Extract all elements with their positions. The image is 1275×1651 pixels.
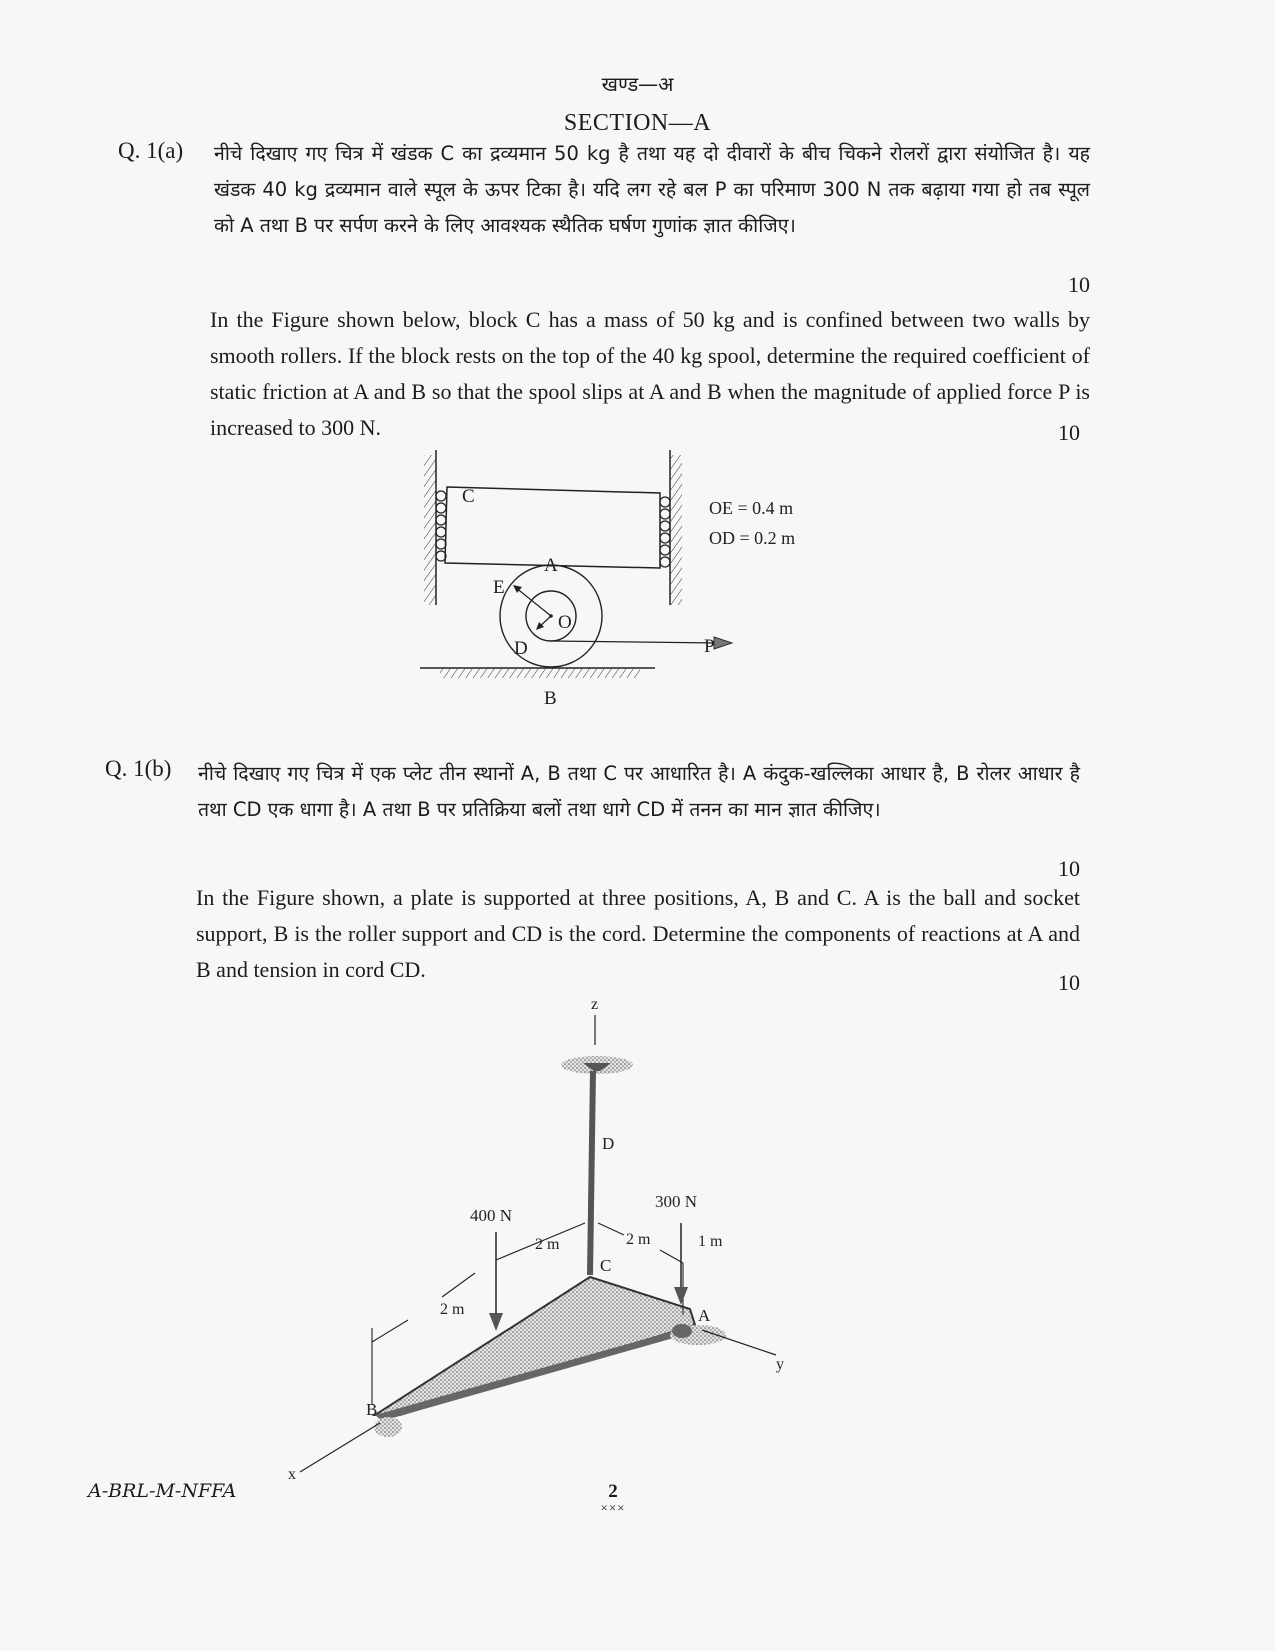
- section-heading-hindi: खण्ड—अ: [601, 72, 674, 96]
- force-p-arrow-icon: [714, 637, 732, 649]
- label-p: P: [704, 636, 715, 657]
- label-d: D: [514, 638, 528, 659]
- figure-plate-3d: [280, 995, 840, 1483]
- question-1a-hindi-text: नीचे दिखाए गए चित्र में खंडक C का द्रव्यमान 50 kg है तथा यह दो दीवारों के बीच चिकने रोलरों द्वारा संयोजित है। यह खंडक 40 kg द्रव्यमान वाले स्पूल के ऊपर टिका है। यदि लग रहे बल P का परिमाण 300 N तक बढ़ाया गया हो तब स्पूल को A तथा B पर सर्पण करने के लिए आवश्यक स्थैतिक घर्षण गुणांक ज्ञात कीजिए।: [214, 142, 1090, 237]
- force-label-300: 300 N: [655, 1192, 698, 1211]
- right-wall: [670, 450, 682, 605]
- axis-label-y: y: [776, 1356, 784, 1373]
- label-c: C: [600, 1256, 612, 1275]
- dim-c-300: 2 m: [626, 1231, 651, 1248]
- label-c: C: [462, 486, 475, 507]
- dim-300-a: 1 m: [698, 1233, 723, 1250]
- ground: [420, 668, 655, 678]
- force-400-arrow-icon: [489, 1313, 503, 1331]
- question-1b-english-text: In the Figure shown, a plate is supported at three positions, A, B and C. A is the ball and socket support, B is the roller support and CD is the cord. Determine the components of reactions at A and B and tension in cord CD.: [196, 885, 1080, 982]
- page-mark: ×××: [600, 1500, 626, 1515]
- dim-c-400: 2 m: [535, 1236, 560, 1253]
- label-a: A: [698, 1306, 711, 1325]
- page-number: [593, 1481, 633, 1516]
- page-number-value: 2: [608, 1481, 618, 1502]
- cord-cd: [590, 1071, 593, 1275]
- force-label-400: 400 N: [470, 1206, 513, 1225]
- question-1a-english-marks: 10: [1058, 420, 1080, 445]
- question-label-1a: Q. 1(a): [118, 138, 184, 163]
- left-rollers-icon: [436, 491, 446, 561]
- question-1a-hindi-marks: 10: [1068, 272, 1090, 297]
- section-heading-english: SECTION—A: [563, 110, 712, 136]
- question-1b-english-marks: 10: [1058, 970, 1080, 995]
- label-d: D: [602, 1134, 615, 1153]
- question-1b-hindi-marks: 10: [1058, 856, 1080, 881]
- left-wall: [424, 450, 436, 605]
- label-o: O: [558, 612, 572, 633]
- axis-label-x: x: [288, 1466, 296, 1483]
- right-rollers-icon: [660, 497, 670, 567]
- force-300-arrow-icon: [674, 1287, 688, 1305]
- label-a: A: [544, 555, 558, 576]
- dim-400-b: 2 m: [440, 1301, 465, 1318]
- roller-support-b: [374, 1417, 402, 1437]
- dimension-od: OD = 0.2 m: [709, 528, 796, 548]
- question-label-1b: Q. 1(b): [105, 756, 172, 781]
- question-1b-hindi-text: नीचे दिखाए गए चित्र में एक प्लेट तीन स्थानों A, B तथा C पर आधारित है। A कंदुक-खल्लिका आधार है, B रोलर आधार है तथा CD एक धागा है। A तथा B पर प्रतिक्रिया बलों तथा धागे CD में तनन का मान ज्ञात कीजिए।: [198, 762, 1080, 821]
- label-b: B: [366, 1400, 378, 1419]
- figure-block-spool: [420, 450, 840, 720]
- triangular-plate: [375, 1277, 695, 1415]
- label-e: E: [493, 577, 505, 598]
- paper-code: A-BRL-M-NFFA: [88, 1480, 237, 1502]
- label-b: B: [544, 688, 557, 709]
- question-1a-english-text: In the Figure shown below, block C has a mass of 50 kg and is confined between two walls by smooth rollers. If the block rests on the top of the 40 kg spool, determine the required coefficient of static friction at A and B so that the spool slips at A and B when the magnitude of applied force P is increased to 300 N.: [210, 307, 1090, 440]
- x-axis: [300, 1423, 380, 1472]
- axis-label-z: z: [591, 996, 599, 1013]
- dimension-oe: OE = 0.4 m: [709, 498, 794, 518]
